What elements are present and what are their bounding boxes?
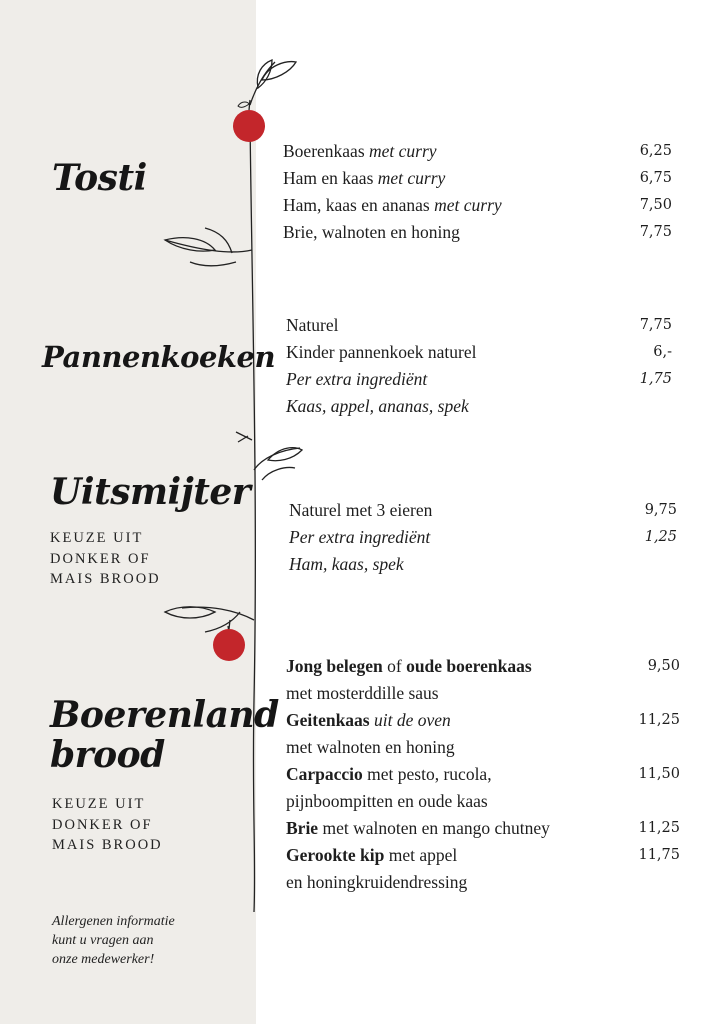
- menu-item: [283, 165, 672, 192]
- menu-item: [286, 815, 680, 842]
- menu-item-text: Kaas, appel, ananas, spek: [286, 396, 469, 416]
- subtitle-line: DONKER OF: [50, 550, 151, 567]
- allergen-note-line: kunt u vragen aan: [52, 933, 154, 948]
- allergen-note-line: Allergenen informatie: [52, 914, 175, 929]
- menu-item-text: met curry: [434, 195, 502, 215]
- menu-item-text: Geitenkaas: [286, 710, 370, 730]
- menu-item: [286, 312, 672, 339]
- menu-item-text: Brie, walnoten en honing: [283, 222, 460, 242]
- menu-item-price: 11,25: [638, 820, 680, 836]
- menu-item: [286, 869, 680, 896]
- menu-item-text: Brie: [286, 818, 319, 838]
- section-title: Boerenland brood: [50, 694, 279, 776]
- menu-item-price: 6,-: [653, 344, 672, 360]
- menu-item-text: met mosterddille saus: [286, 683, 439, 703]
- menu-item: [286, 761, 680, 788]
- subtitle-line: DONKER OF: [52, 816, 153, 833]
- menu-item: [283, 138, 672, 165]
- allergen-note: [52, 912, 175, 969]
- menu-item-price: 11,50: [638, 766, 680, 782]
- menu-item-text: met walnoten en honing: [286, 737, 455, 757]
- menu-item: [286, 653, 680, 680]
- menu-item-text: Boerenkaas: [283, 141, 370, 161]
- menu-item-price: 6,75: [639, 170, 672, 186]
- menu-item: [286, 680, 680, 707]
- menu-item-text: met curry: [369, 141, 437, 161]
- menu-item-text: en honingkruidendressing: [286, 872, 468, 892]
- menu-item: [289, 524, 677, 551]
- menu-item-text: Ham en kaas: [283, 168, 378, 188]
- menu-item-text: Ham, kaas, spek: [289, 554, 404, 574]
- subtitle-line: MAIS BROOD: [52, 837, 163, 853]
- menu-item: [286, 366, 672, 393]
- menu-item-text: Per extra ingrediënt: [286, 369, 428, 389]
- section-subtitle: [52, 794, 163, 856]
- menu-item-text: pijnboompitten en oude kaas: [286, 791, 488, 811]
- menu-item-text: Jong belegen: [286, 656, 383, 676]
- menu-item-price: 7,50: [639, 197, 672, 213]
- menu-item-price: 6,25: [639, 143, 672, 159]
- menu-item-text: oude boerenkaas: [406, 656, 532, 676]
- menu-item-text: uit de oven: [369, 710, 451, 730]
- menu-item-price: 11,75: [638, 847, 680, 863]
- menu-item: [286, 842, 680, 869]
- menu-item-text: met curry: [377, 168, 446, 188]
- menu-item-price: 1,25: [644, 529, 677, 545]
- menu-item: [286, 734, 680, 761]
- subtitle-line: MAIS BROOD: [50, 571, 161, 587]
- menu-item-text: Naturel met 3 eieren: [289, 500, 433, 520]
- menu-item-price: 1,75: [639, 371, 672, 387]
- menu-item-text: Gerookte kip: [286, 845, 385, 865]
- section-title: Tosti: [52, 157, 147, 199]
- menu-item-price: 7,75: [639, 317, 672, 333]
- subtitle-line: KEUZE UIT: [50, 530, 144, 546]
- menu-item-text: Naturel: [286, 315, 339, 335]
- apple-icon: [213, 620, 245, 661]
- allergen-note-line: onze medewerker!: [52, 952, 155, 967]
- menu-item: [286, 339, 672, 366]
- menu-item-text: of: [382, 656, 407, 676]
- menu-item-text: Per extra ingrediënt: [289, 527, 431, 547]
- menu-item-price: 9,75: [644, 502, 677, 518]
- menu-item-price: 11,25: [638, 712, 680, 728]
- menu-item-text: Kinder pannenkoek naturel: [286, 342, 477, 362]
- menu-item-price: 9,50: [647, 658, 680, 674]
- menu-item: [283, 219, 672, 246]
- section-title: Uitsmijter: [50, 471, 251, 513]
- menu-item: [283, 192, 672, 219]
- menu-item: [286, 788, 680, 815]
- menu-section: [286, 312, 672, 420]
- menu-item-text: Ham, kaas en ananas: [283, 195, 435, 215]
- menu-section: [289, 497, 677, 578]
- apple-icon: [233, 100, 265, 142]
- menu-item-text: met walnoten en mango chutney: [318, 818, 550, 838]
- menu-item-price: 7,75: [639, 224, 672, 240]
- menu-item: [289, 551, 677, 578]
- section-title: Pannenkoeken: [42, 340, 276, 374]
- section-subtitle: [50, 528, 161, 590]
- menu-item: [289, 497, 677, 524]
- menu-item-text: Carpaccio: [286, 764, 363, 784]
- menu-item-text: met appel: [384, 845, 458, 865]
- menu-item: [286, 393, 672, 420]
- menu-section: [286, 653, 680, 896]
- menu-item-text: met pesto, rucola,: [362, 764, 492, 784]
- subtitle-line: KEUZE UIT: [52, 796, 146, 812]
- menu-section: [283, 138, 672, 246]
- menu-item: [286, 707, 680, 734]
